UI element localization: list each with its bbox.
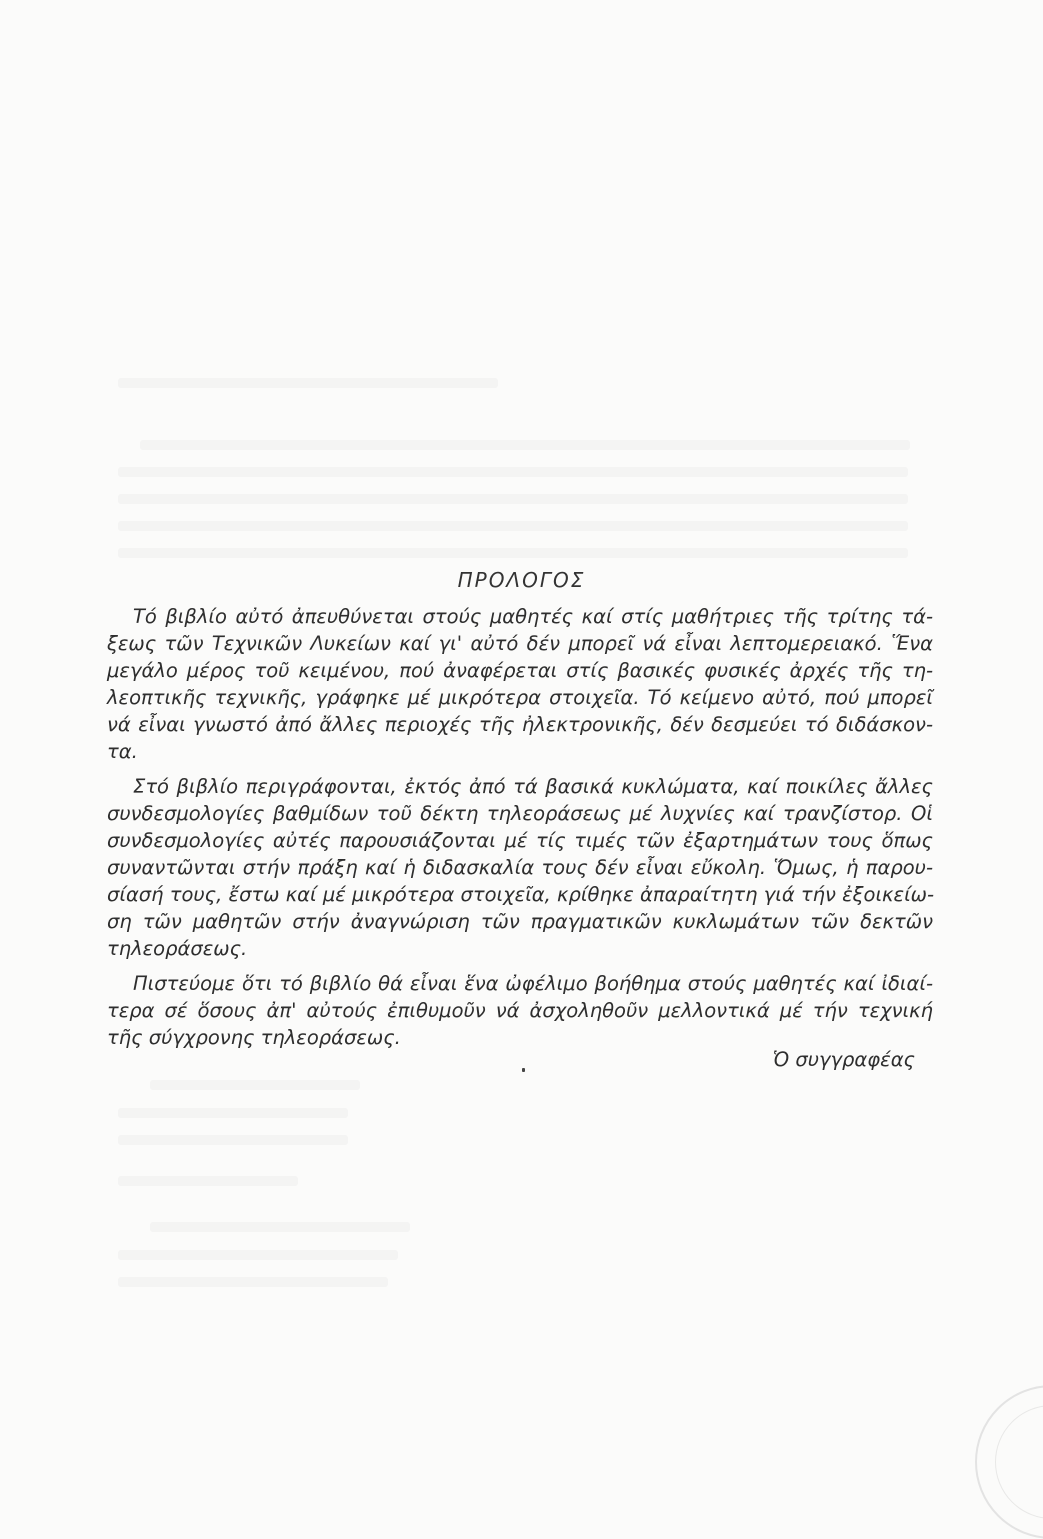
text-line: λεοπτικῆς τεχνικῆς, γράφηκε μέ μικρότερα στοιχεῖα. Τό κείμενο αὐτό, πού μπορεῖ [107,686,933,709]
paragraph-1 [107,603,933,765]
bleed-through-line [118,521,908,531]
text-line: συναντῶνται στήν πράξη καί ἡ διδασκαλία τους δέν εἶναι εὔκολη. Ὅμως, ἡ παρου- [107,856,933,879]
bleed-through-line [140,440,910,450]
ink-speck [522,1068,525,1072]
text-line: τερα σέ ὅσους ἀπ' αὐτούς ἐπιθυμοῦν νά ἀσχοληθοῦν μελλοντικά μέ τήν τεχνική [107,999,933,1022]
page-title: ΠΡΟΛΟΓΟΣ [457,568,586,592]
text-line: τῆς σύγχρονης τηλεοράσεως. [107,1026,401,1049]
bleed-through-line [150,1080,360,1090]
bleed-through-line [118,1277,388,1287]
paragraph-3 [107,970,933,1051]
bleed-through-line [118,1250,398,1260]
text-line: συνδεσμολογίες αὐτές παρουσιάζονται μέ τίς τιμές τῶν ἐξαρτημάτων τους ὅπως [107,829,933,852]
text-line: τηλεοράσεως. [107,937,248,960]
preface-body [107,603,933,1059]
bleed-through-line [118,1176,298,1186]
text-line: ξεως τῶν Τεχνικῶν Λυκείων καί γι' αὐτό δέν μπορεῖ νά εἶναι λεπτομερειακό. Ἕνα [107,632,933,655]
library-stamp-icon [975,1385,1043,1539]
text-line: συνδεσμολογίες βαθμίδων τοῦ δέκτη τηλεοράσεως μέ λυχνίες καί τρανζίστορ. Οἱ [107,802,933,825]
bleed-through-line [118,548,908,558]
text-line: Τό βιβλίο αὐτό ἀπευθύνεται στούς μαθητές καί στίς μαθήτριες τῆς τρίτης τά- [133,605,933,628]
bleed-through-line [118,494,908,504]
text-line: τα. [107,740,138,763]
author-signature: Ὁ συγγραφέας [772,1048,915,1071]
bleed-through-line [150,1222,410,1232]
bleed-through-line [118,378,498,388]
bleed-through-line [118,1135,348,1145]
text-line: νά εἶναι γνωστό ἀπό ἄλλες περιοχές τῆς ἠλεκτρονικῆς, δέν δεσμεύει τό διδάσκον- [107,713,933,736]
text-line: Πιστεύομε ὅτι τό βιβλίο θά εἶναι ἕνα ὠφέλιμο βοήθημα στούς μαθητές καί ἰδιαί- [133,972,933,995]
text-line: σίασή τους, ἔστω καί μέ μικρότερα στοιχεῖα, κρίθηκε ἀπαραίτητη γιά τήν ἐξοικείω- [107,883,935,906]
text-line: μεγάλο μέρος τοῦ κειμένου, πού ἀναφέρεται στίς βασικές φυσικές ἀρχές τῆς τη- [107,659,933,682]
bleed-through-line [118,467,908,477]
text-line: ση τῶν μαθητῶν στήν ἀναγνώριση τῶν πραγματικῶν κυκλωμάτων τῶν δεκτῶν [107,910,933,933]
text-line: Στό βιβλίο περιγράφονται, ἐκτός ἀπό τά βασικά κυκλώματα, καί ποικίλες ἄλλες [133,775,933,798]
bleed-through-line [118,1108,348,1118]
paragraph-2 [107,773,933,962]
library-stamp-inner-ring [995,1405,1043,1519]
